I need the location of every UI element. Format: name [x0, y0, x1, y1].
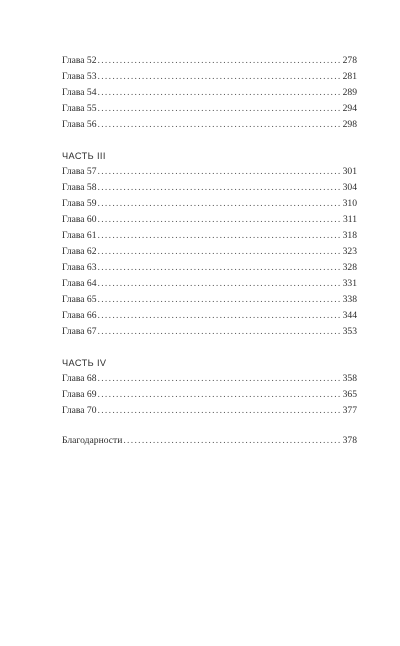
- toc-entry: [62, 212, 357, 228]
- table-of-contents: [62, 53, 357, 449]
- part-heading: ЧАСТЬ IV: [62, 358, 107, 368]
- toc-entry-page: 298: [342, 119, 357, 130]
- dot-leader: [98, 85, 342, 101]
- toc-entry-page: 281: [342, 71, 357, 82]
- toc-entry-page: 304: [342, 182, 357, 193]
- dot-leader: [98, 228, 342, 244]
- toc-entry-page: 338: [342, 294, 357, 305]
- toc-entry-label: Глава 58: [62, 182, 97, 193]
- toc-entry: [62, 53, 357, 69]
- toc-entry: [62, 308, 357, 324]
- dot-leader: [98, 387, 342, 403]
- toc-entry-label: Глава 60: [62, 214, 97, 225]
- dot-leader: [98, 212, 342, 228]
- toc-entry-page: 328: [342, 262, 357, 273]
- toc-entry: [62, 244, 357, 260]
- toc-entry: [62, 101, 357, 117]
- dot-leader: [98, 117, 342, 133]
- toc-entry: [62, 292, 357, 308]
- toc-entry-label: Глава 61: [62, 230, 97, 241]
- toc-entry-label: Глава 56: [62, 119, 97, 130]
- dot-leader: [98, 308, 342, 324]
- toc-entry-page: 377: [342, 405, 357, 416]
- toc-entry-label: Глава 53: [62, 71, 97, 82]
- toc-entry-page: 323: [342, 246, 357, 257]
- toc-entry-page: 318: [342, 230, 357, 241]
- spacer: [62, 133, 357, 148]
- toc-entry-label: Глава 70: [62, 405, 97, 416]
- toc-entry-page: 278: [342, 55, 357, 66]
- part-heading: ЧАСТЬ III: [62, 151, 106, 161]
- toc-entry: [62, 228, 357, 244]
- dot-leader: [98, 53, 342, 69]
- spacer: [62, 340, 357, 355]
- toc-entry-page: 311: [342, 214, 357, 225]
- toc-entry-acknowledgements: [62, 433, 357, 449]
- dot-leader: [98, 371, 342, 387]
- dot-leader: [98, 196, 342, 212]
- toc-entry-label: Глава 65: [62, 294, 97, 305]
- toc-entry-label: Глава 59: [62, 198, 97, 209]
- toc-entry: [62, 69, 357, 85]
- toc-entry: [62, 324, 357, 340]
- toc-entry-page: 289: [342, 87, 357, 98]
- toc-entry-label: Глава 66: [62, 310, 97, 321]
- toc-entry-page: 310: [342, 198, 357, 209]
- toc-entry-page: 353: [342, 326, 357, 337]
- toc-entry-label: Глава 69: [62, 389, 97, 400]
- toc-entry: [62, 85, 357, 101]
- toc-entry: [62, 276, 357, 292]
- toc-entry-label: Глава 62: [62, 246, 97, 257]
- dot-leader: [98, 260, 342, 276]
- toc-entry-label: Глава 52: [62, 55, 97, 66]
- toc-entry: [62, 403, 357, 419]
- toc-entry-label: Глава 55: [62, 103, 97, 114]
- toc-entry-page: 358: [342, 373, 357, 384]
- dot-leader: [98, 101, 342, 117]
- toc-entry: [62, 196, 357, 212]
- toc-entry-label: Глава 64: [62, 278, 97, 289]
- toc-entry: [62, 180, 357, 196]
- toc-entry: [62, 117, 357, 133]
- toc-entry-label: Глава 67: [62, 326, 97, 337]
- spacer: [62, 419, 357, 433]
- toc-entry: [62, 164, 357, 180]
- toc-entry-page: 294: [342, 103, 357, 114]
- toc-entry-page: 331: [342, 278, 357, 289]
- toc-entry-page: 301: [342, 166, 357, 177]
- dot-leader: [98, 180, 342, 196]
- toc-entry-page: 365: [342, 389, 357, 400]
- dot-leader: [98, 292, 342, 308]
- dot-leader: [98, 324, 342, 340]
- dot-leader: [98, 403, 342, 419]
- toc-entry-label: Глава 63: [62, 262, 97, 273]
- toc-entry: [62, 371, 357, 387]
- dot-leader: [98, 276, 342, 292]
- toc-entry: [62, 260, 357, 276]
- toc-entry-label: Благодарности: [62, 435, 123, 446]
- toc-entry-label: Глава 57: [62, 166, 97, 177]
- dot-leader: [98, 164, 342, 180]
- toc-entry-label: Глава 54: [62, 87, 97, 98]
- dot-leader: [98, 244, 342, 260]
- toc-entry-page: 344: [342, 310, 357, 321]
- toc-entry-page: 378: [342, 435, 357, 446]
- dot-leader: [98, 69, 342, 85]
- dot-leader: [123, 433, 341, 449]
- toc-entry-label: Глава 68: [62, 373, 97, 384]
- toc-entry: [62, 387, 357, 403]
